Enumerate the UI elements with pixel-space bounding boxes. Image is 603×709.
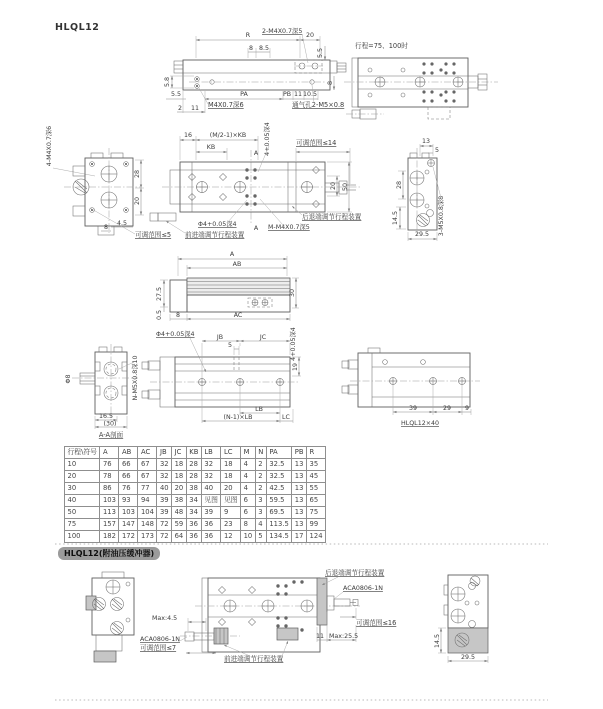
dim-lc: LC — [282, 414, 290, 421]
buffer-dim-29-5: 29.5 — [460, 654, 476, 661]
table-cell: 48 — [172, 507, 187, 519]
table-cell: 38 — [186, 483, 201, 495]
table-cell: 3 — [255, 507, 266, 519]
table-cell: 20 — [221, 483, 241, 495]
table-header-row — [65, 447, 326, 459]
table-header-cell: AB — [119, 447, 138, 459]
dim-20: 20 — [330, 181, 337, 191]
table-cell: 35 — [307, 459, 326, 471]
table-cell: 77 — [138, 483, 157, 495]
buffer-aca-right: ACA0806-1N — [343, 585, 383, 592]
table-cell: 3 — [255, 495, 266, 507]
dim-28: 28 — [134, 169, 141, 179]
table-cell: 4 — [241, 471, 256, 483]
table-cell: 2 — [255, 471, 266, 483]
table-header-cell: LB — [201, 447, 221, 459]
table-cell: 32.5 — [266, 471, 291, 483]
dim-13: 13 — [421, 138, 431, 145]
table-cell: 见图 — [221, 495, 241, 507]
section-title-badge: HLQL12(附油压缓冲器) — [58, 547, 160, 560]
table-header-cell: R — [307, 447, 326, 459]
table-header-cell: JC — [172, 447, 187, 459]
table-header-cell: PA — [266, 447, 291, 459]
table-cell: 30 — [65, 483, 100, 495]
table-row — [65, 531, 326, 543]
table-cell: 113 — [100, 507, 119, 519]
table-cell: 36 — [186, 531, 201, 543]
table-cell: 59 — [172, 519, 187, 531]
range-callout-14: 可调范围≤14 — [296, 139, 337, 147]
table-cell: 32 — [201, 459, 221, 471]
table-cell: 20 — [172, 483, 187, 495]
buffer-aca-left: ACA0806-1N — [140, 636, 180, 643]
table-row — [65, 483, 326, 495]
table-cell: 28 — [186, 471, 201, 483]
table-cell: 36 — [201, 531, 221, 543]
buffer-side-view — [140, 568, 396, 663]
table-cell: 13 — [292, 471, 307, 483]
table-header-cell: N — [255, 447, 266, 459]
table-cell: 18 — [172, 459, 187, 471]
table-cell: 2 — [255, 459, 266, 471]
table-cell: 6 — [241, 507, 256, 519]
stroke-note-caption: 行程=75、100时 — [355, 42, 408, 50]
table-cell: 8 — [241, 519, 256, 531]
table-cell: 42.5 — [266, 483, 291, 495]
table-cell: 34 — [186, 507, 201, 519]
buffer-max-4-5: Max:4.5 — [152, 615, 178, 622]
dim-8-right: 8 — [327, 80, 334, 86]
table-cell: 17 — [292, 531, 307, 543]
hlql40-caption: HLQL12×40 — [400, 420, 440, 427]
thread-callout-4m4: 4-M4X0.7深6 — [46, 125, 53, 167]
table-cell: 4 — [255, 519, 266, 531]
table-cell: 75 — [65, 519, 100, 531]
table-cell: 99 — [307, 519, 326, 531]
dim-16-5: 16.5 — [98, 413, 114, 420]
buffer-range7: 可调范围≤7 — [140, 644, 177, 652]
table-cell: 32 — [157, 459, 172, 471]
dim-9: 9 — [464, 405, 470, 412]
table-cell: 40 — [65, 495, 100, 507]
table-cell: 18 — [172, 471, 187, 483]
dim-hole4: 4+0.05深4 — [264, 122, 271, 156]
dim-pa: PA — [240, 91, 248, 98]
table-cell: 28 — [186, 459, 201, 471]
table-cell: 124 — [307, 531, 326, 543]
table-header-cell: LC — [221, 447, 241, 459]
spec-table-body — [65, 459, 326, 543]
hole-callout-phi4: Φ4+0.05深4 — [198, 221, 237, 228]
dim-mkb: (M/2-1)×KB — [209, 132, 247, 139]
table-cell: 100 — [65, 531, 100, 543]
dim-11b: 11 — [293, 91, 303, 98]
table-cell: 9 — [221, 507, 241, 519]
section-aa-view — [65, 344, 139, 439]
dim-0-5: 0.5 — [156, 309, 163, 321]
table-cell: 72 — [157, 519, 172, 531]
buffer-rear-label: 后退端调节行程装置 — [325, 569, 385, 577]
profile-view — [156, 251, 299, 321]
buffer-max-25-5: Max:25.5 — [329, 633, 359, 640]
dim-8: 8 — [248, 45, 254, 52]
table-cell: 78 — [100, 471, 119, 483]
table-cell: 39 — [201, 507, 221, 519]
range-callout-5: 可调范围≤5 — [135, 231, 172, 239]
table-cell: 6 — [241, 495, 256, 507]
dim-16: 16 — [183, 132, 193, 139]
table-cell: 69.5 — [266, 507, 291, 519]
dim-30: 30 — [289, 288, 296, 298]
dim-29-5: 29.5 — [414, 231, 430, 238]
table-cell: 39 — [157, 495, 172, 507]
dim-a: A — [229, 251, 235, 258]
table-cell: 39 — [157, 507, 172, 519]
table-cell: 32 — [157, 471, 172, 483]
table-cell: 32.5 — [266, 459, 291, 471]
table-cell: 13 — [292, 495, 307, 507]
table-cell: 103 — [100, 495, 119, 507]
dim-5-5: 5.5 — [170, 91, 182, 98]
table-cell: 67 — [138, 459, 157, 471]
plan-view — [164, 27, 346, 113]
table-row — [65, 507, 326, 519]
dim-20: 20 — [305, 32, 315, 39]
dim-pb: PB — [282, 91, 292, 98]
dim-jc: JC — [259, 334, 267, 341]
table-cell: 10 — [65, 459, 100, 471]
table-cell: 173 — [138, 531, 157, 543]
dim-5-5-vert: 5.5 — [317, 47, 324, 59]
buffer-front-label: 前进端调节行程装置 — [224, 655, 284, 663]
table-cell: 59.5 — [266, 495, 291, 507]
rear-adjuster-label: 后退端调节行程装置 — [302, 213, 362, 221]
table-row — [65, 519, 326, 531]
dim-hole4: 4+0.05深4 — [290, 327, 297, 361]
thread-callout-nm5: N-M5X0.8深10 — [132, 355, 139, 401]
dim-50: 50 — [342, 182, 349, 192]
dim-8: 8 — [103, 224, 109, 231]
left-end-view — [45, 126, 171, 239]
table-cell: 38 — [172, 495, 187, 507]
vent-callout: 通气孔2-M5×0.8 — [292, 101, 345, 109]
front-adjuster-label: 前进端调节行程装置 — [185, 231, 245, 239]
table-cell: 148 — [138, 519, 157, 531]
dim-lb: LB — [255, 406, 263, 413]
table-cell: 157 — [100, 519, 119, 531]
table-cell: 10 — [241, 531, 256, 543]
table-cell: 50 — [65, 507, 100, 519]
dim-8-5: 8.5 — [258, 45, 270, 52]
table-cell: 76 — [100, 459, 119, 471]
table-cell: 67 — [138, 471, 157, 483]
table-cell: 13 — [292, 483, 307, 495]
table-cell: 40 — [201, 483, 221, 495]
dim-28: 28 — [396, 180, 403, 190]
table-cell: 23 — [221, 519, 241, 531]
table-cell: 66 — [119, 459, 138, 471]
table-row — [65, 495, 326, 507]
buffer-right-end-view — [434, 575, 488, 663]
dim-ac: AC — [233, 312, 243, 319]
table-header-cell: AC — [138, 447, 157, 459]
table-cell: 86 — [100, 483, 119, 495]
dim-5: 5 — [434, 147, 440, 154]
table-header-cell: JB — [157, 447, 172, 459]
table-cell: 18 — [221, 459, 241, 471]
dim-29: 29 — [442, 405, 452, 412]
dim-27-5: 27.5 — [156, 286, 163, 302]
dim-4-5: 4.5 — [116, 220, 128, 227]
table-header-cell: 行程\符号 — [65, 447, 100, 459]
table-row — [65, 459, 326, 471]
table-header-cell: M — [241, 447, 256, 459]
dim-5-8: 5.8 — [164, 76, 171, 88]
stroke-note-view — [344, 41, 498, 119]
hlql40-view — [342, 348, 480, 427]
section-arrow-a-bottom: A — [253, 225, 259, 232]
table-cell: 18 — [221, 471, 241, 483]
buffer-dim-14-5: 14.5 — [434, 633, 441, 649]
table-cell: 45 — [307, 471, 326, 483]
table-cell: 64 — [172, 531, 187, 543]
table-cell: 72 — [157, 531, 172, 543]
hole-callout-phi4: Φ4+0.05深4 — [156, 331, 195, 338]
dim-kb: KB — [206, 144, 216, 151]
table-cell: 34 — [186, 495, 201, 507]
table-cell: 12 — [221, 531, 241, 543]
dim-nlb: (N-1)×LB — [223, 414, 253, 421]
table-cell: 76 — [119, 483, 138, 495]
thread-callout-3m5: 3-M5X0.8深8 — [438, 195, 445, 237]
table-cell: 40 — [157, 483, 172, 495]
dim-19: 19 — [292, 362, 299, 372]
right-end-view — [392, 138, 445, 241]
dim-30-paren: (30) — [103, 420, 117, 428]
table-cell: 134.5 — [266, 531, 291, 543]
buffer-left-end-view — [86, 572, 134, 662]
table-cell: 147 — [119, 519, 138, 531]
dim-jb: JB — [216, 334, 224, 341]
table-header-cell: PB — [292, 447, 307, 459]
dim-14-5: 14.5 — [392, 210, 399, 226]
table-cell: 113.5 — [266, 519, 291, 531]
table-cell: 2 — [255, 483, 266, 495]
table-cell: 65 — [307, 495, 326, 507]
table-cell: 172 — [119, 531, 138, 543]
table-cell: 13 — [292, 507, 307, 519]
buffer-range16: 可调范围≤16 — [356, 619, 397, 627]
section-arrow-a-top: A — [253, 150, 259, 157]
dim-11a: 11 — [190, 105, 200, 112]
dim-10-5: 10.5 — [302, 91, 318, 98]
dim-2: 2 — [177, 105, 183, 112]
drawing-title: HLQL12 — [55, 22, 100, 33]
table-cell: 4 — [241, 459, 256, 471]
dim-8: 8 — [175, 312, 181, 319]
buffer-dim-11: 11 — [315, 633, 325, 640]
table-cell: 4 — [241, 483, 256, 495]
table-cell: 见图 — [201, 495, 221, 507]
bottom-mount-view — [142, 327, 301, 423]
table-cell: 36 — [201, 519, 221, 531]
table-cell: 94 — [138, 495, 157, 507]
table-cell: 66 — [119, 471, 138, 483]
dim-5: 5 — [227, 342, 233, 349]
dim-phi8: Φ8 — [65, 374, 72, 384]
dim-20: 20 — [134, 196, 141, 206]
spec-table — [64, 446, 326, 543]
table-cell: 55 — [307, 483, 326, 495]
table-header-cell: A — [100, 447, 119, 459]
table-header-cell: KB — [186, 447, 201, 459]
table-cell: 20 — [65, 471, 100, 483]
dim-39: 39 — [408, 405, 418, 412]
table-cell: 13 — [292, 459, 307, 471]
dim-ab: AB — [232, 261, 242, 268]
section-caption: A-A剖面 — [98, 431, 124, 439]
table-row — [65, 471, 326, 483]
table-cell: 182 — [100, 531, 119, 543]
table-cell: 104 — [138, 507, 157, 519]
thread-callout-mm4: M-M4X0.7深5 — [268, 224, 310, 231]
main-side-view — [150, 122, 362, 239]
table-cell: 75 — [307, 507, 326, 519]
thread-callout-2m4: 2-M4X0.7深5 — [262, 28, 303, 35]
thread-callout-m4: M4X0.7深6 — [208, 101, 244, 109]
table-cell: 93 — [119, 495, 138, 507]
table-cell: 32 — [201, 471, 221, 483]
dim-r: R — [245, 32, 251, 39]
table-cell: 103 — [119, 507, 138, 519]
table-cell: 36 — [186, 519, 201, 531]
table-cell: 5 — [255, 531, 266, 543]
table-cell: 13 — [292, 519, 307, 531]
